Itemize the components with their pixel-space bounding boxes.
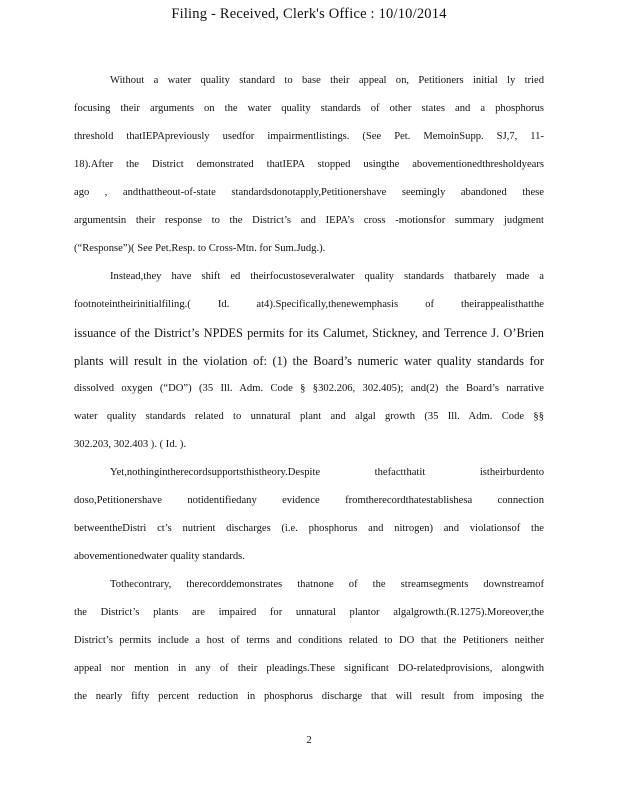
paragraph-2-line-1: Instead,they have shift ed theirfocustoseveralwater quality standards thatbarely made a: [110, 271, 544, 282]
paragraph-4-line-1: Tothecontrary, therecorddemonstrates thatnone of the streamsegments downstreamof: [110, 579, 544, 590]
document-body: [74, 67, 544, 711]
paragraph-1-line-7: (“Response”)( See Pet.Resp. to Cross-Mtn. for Sum.Judg.).: [74, 243, 326, 254]
page-number: 2: [306, 734, 312, 746]
paragraph-1-line-6: argumentsin their response to the District’s and IEPA’s cross -motionsfor summary judgment: [74, 215, 544, 226]
paragraph-4-line-5: the nearly fifty percent reduction in phosphorus discharge that will result from imposing the: [74, 691, 544, 702]
paragraph-4-line-2: the District’s plants are impaired for unnatural plantor algalgrowth.(R.1275).Moreover,the: [74, 607, 544, 618]
paragraph-2-line-2: footnoteintheirinitialfiling.( Id. at4).Specifically,thenewemphasis of theirappealisthatthe: [74, 299, 544, 310]
paragraph-1-line-3: threshold thatIEPApreviously usedfor impairmentlistings. (See Pet. MemoinSupp. SJ,7, 11-: [74, 131, 544, 142]
paragraph-2-line-4: plants will result in the violation of: (1) the Board’s numeric water quality standards for: [74, 354, 544, 368]
paragraph-4-line-3: District’s permits include a host of terms and conditions related to DO that the Petitioners neither: [74, 635, 544, 646]
paragraph-1-line-2: focusing their arguments on the water quality standards of other states and a phosphorus: [74, 103, 544, 114]
paragraph-1-line-4: 18).After the District demonstrated thatIEPA stopped usingthe abovementionedthresholdyears: [74, 159, 544, 170]
paragraph-3-line-3: betweentheDistri ct’s nutrient discharges (i.e. phosphorus and nitrogen) and violationsof the: [74, 523, 544, 534]
paragraph-3-line-1: Yet,nothingintherecordsupportsthistheory.Despite thefactthatit istheirburdento: [110, 467, 544, 478]
paragraph-3-line-4: abovementionedwater quality standards.: [74, 551, 245, 562]
paragraph-2-line-7: 302.203, 302.403 ). ( Id. ).: [74, 439, 187, 450]
paragraph-3-line-2: doso,Petitionershave notidentifiedany evidence fromtherecordthatestablishesa connection: [74, 495, 544, 506]
paragraph-4-line-4: appeal nor mention in any of their pleadings.These significant DO-relatedprovisions, alongwith: [74, 663, 544, 674]
paragraph-1-line-1: Without a water quality standard to base their appeal on, Petitioners initial ly tried: [110, 75, 544, 86]
paragraph-2-line-3: issuance of the District’s NPDES permits for its Calumet, Stickney, and Terrence J. O’Brien: [74, 326, 544, 340]
paragraph-2-line-5: dissolved oxygen (“DO”) (35 Ill. Adm. Code § §302.206, 302.405); and(2) the Board’s narrative: [74, 383, 544, 394]
filing-header: Filing - Received, Clerk's Office : 10/10/2014: [171, 6, 447, 22]
paragraph-2-line-6: water quality standards related to unnatural plant and algal growth (35 Ill. Adm. Code §§: [74, 411, 544, 422]
paragraph-1-line-5: ago , andthattheout-of-state standardsdonotapply,Petitionershave seemingly abandoned these: [74, 187, 544, 198]
